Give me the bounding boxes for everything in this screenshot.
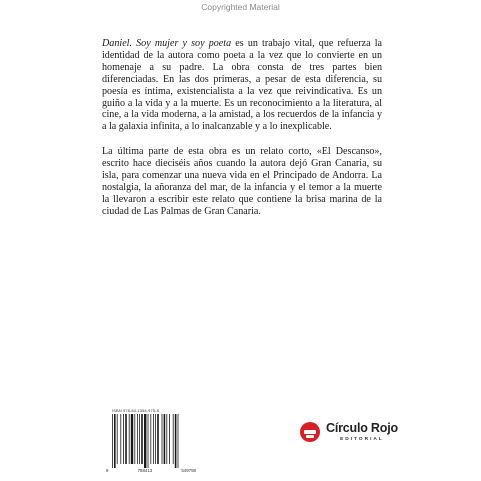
barcode-digit-group-1: 788413 [137, 468, 153, 473]
barcode-bar [169, 414, 170, 464]
synopsis-text [102, 38, 382, 231]
circulo-rojo-icon [300, 422, 320, 442]
copyright-watermark: Copyrighted Material [201, 2, 280, 12]
barcode-bar [148, 414, 149, 468]
barcode-bar [141, 414, 143, 464]
isbn-barcode [106, 408, 196, 474]
barcode-icon [106, 414, 196, 468]
publisher-logo [300, 422, 398, 442]
barcode-bar [153, 414, 154, 464]
barcode-digit-prefix: 9 [106, 468, 109, 473]
barcode-bar [155, 414, 156, 464]
barcode-digits [106, 468, 196, 473]
barcode-bar [175, 414, 177, 468]
isbn-number: ISBN 978-84-1354-975-8 [112, 408, 159, 413]
barcode-bar [178, 414, 179, 468]
publisher-name: Círculo Rojo [326, 421, 398, 435]
barcode-bar [137, 414, 138, 464]
barcode-bar [112, 414, 113, 468]
barcode-bar [139, 414, 140, 464]
barcode-bar [134, 414, 135, 464]
barcode-bar [164, 414, 166, 464]
barcode-bar [129, 414, 130, 464]
barcode-bar [120, 414, 121, 464]
barcode-bar [131, 414, 133, 464]
barcode-bar [123, 414, 124, 464]
synopsis-paragraph-2 [102, 146, 382, 217]
paragraph-1-text: es un trabajo vital, que refuerza la identidad de la autora como poeta a la vez que lo convierte en un homenaje a su padre. La obra consta de tres partes bien diferenciadas. En las dos primeras, a pesar de esta diferencia, su poesía es íntima, existencialista a la vez que reivindicativa. Es un guiño a la vida y a la muerte. Es un reconocimiento a la literatura, al cine, a la vida moderna, a la amistad, a los recuerdos de la infancia y a la galaxia infinita, a lo inalcanzable y a lo inexplicable. [102, 38, 382, 133]
paragraph-2-text: La última parte de esta obra es un relato corto, «El Descanso», escrito hace dieciséis años cuando la autora dejó Gran Canaria, su isla, para comenzar una nueva vida en el Principado de Andorra. La nostalgia, la añoranza del mar, de la infancia y el temor a la muerte la llevaron a escribir este relato que contiene la brisa marina de la ciudad de Las Palmas de Gran Canaria. [102, 146, 382, 217]
barcode-bar [114, 414, 116, 468]
synopsis-paragraph-1 [102, 38, 382, 133]
barcode-bar [173, 414, 174, 464]
barcode-bar [157, 414, 159, 464]
barcode-bar [125, 414, 127, 464]
barcode-bar [150, 414, 151, 464]
barcode-bar [117, 414, 118, 464]
publisher-subtitle: EDITORIAL [340, 437, 384, 442]
publisher-text [326, 422, 398, 442]
book-title-italic: Daniel. Soy mujer y soy poeta [102, 38, 232, 49]
barcode-bar [166, 414, 167, 464]
barcode-bar [162, 414, 163, 464]
barcode-digit-group-2: 549758 [181, 468, 196, 473]
barcode-bar [144, 414, 146, 468]
